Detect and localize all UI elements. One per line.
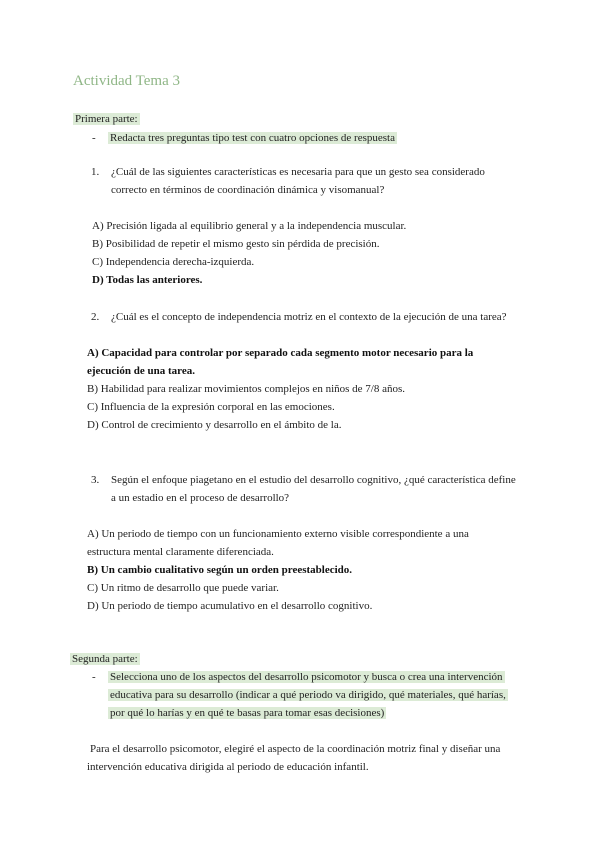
question-3-text-line: a un estadio en el proceso de desarrollo? xyxy=(111,492,290,504)
question-1-number: 1. xyxy=(91,166,100,178)
part2-instruction-line: por qué lo harías y en qué te basas para tomar esas decisiones) xyxy=(110,707,385,719)
part1-bullet: - xyxy=(92,132,96,144)
question-1-option: A) Precisión ligada al equilibrio general y a la independencia muscular. xyxy=(92,220,407,232)
question-3-option-correct: B) Un cambio cualitativo según un orden preestablecido. xyxy=(87,564,353,576)
question-1-option: C) Independencia derecha-izquierda. xyxy=(92,256,255,268)
question-1-option-correct: D) Todas las anteriores. xyxy=(92,274,203,286)
question-2-option: C) Influencia de la expresión corporal en las emociones. xyxy=(87,401,335,413)
question-1-option: B) Posibilidad de repetir el mismo gesto sin pérdida de precisión. xyxy=(92,238,380,250)
document-title: Actividad Tema 3 xyxy=(73,73,180,89)
question-2-option-correct: A) Capacidad para controlar por separado cada segmento motor necesario para la xyxy=(87,347,474,359)
question-2-text-line: ¿Cuál es el concepto de independencia motriz en el contexto de la ejecución de una tarea? xyxy=(111,311,507,323)
question-2-option-correct: ejecución de una tarea. xyxy=(87,365,195,377)
part1-heading: Primera parte: xyxy=(75,113,138,125)
question-1-text-line: correcto en términos de coordinación dinámica y visomanual? xyxy=(111,184,385,196)
question-3-option: D) Un periodo de tiempo acumulativo en el desarrollo cognitivo. xyxy=(87,600,373,612)
question-3-option: estructura mental claramente diferenciada. xyxy=(87,546,274,558)
question-2-option: D) Control de crecimiento y desarrollo en el ámbito de la. xyxy=(87,419,342,431)
part2-instruction-line: educativa para su desarrollo (indicar a qué periodo va dirigido, qué materiales, qué harías, xyxy=(110,689,506,701)
part2-bullet: - xyxy=(92,671,96,683)
question-3-option: A) Un periodo de tiempo con un funcionamiento externo visible correspondiente a una xyxy=(87,528,469,540)
part2-instruction-line: Selecciona uno de los aspectos del desarrollo psicomotor y busca o crea una intervención xyxy=(110,671,503,683)
part2-answer-line: Para el desarrollo psicomotor, elegiré el aspecto de la coordinación motriz final y diseñar una xyxy=(90,743,501,755)
part2-heading: Segunda parte: xyxy=(72,653,138,665)
question-1-text-line: ¿Cuál de las siguientes características es necesaria para que un gesto sea considerado xyxy=(111,166,485,178)
question-3-option: C) Un ritmo de desarrollo que puede variar. xyxy=(87,582,279,594)
part2-answer-line: intervención educativa dirigida al periodo de educación infantil. xyxy=(87,761,369,773)
question-2-option: B) Habilidad para realizar movimientos complejos en niños de 7/8 años. xyxy=(87,383,406,395)
question-3-number: 3. xyxy=(91,474,100,486)
part1-instruction: Redacta tres preguntas tipo test con cuatro opciones de respuesta xyxy=(110,132,395,144)
question-2-number: 2. xyxy=(91,311,100,323)
question-3-text-line: Según el enfoque piagetano en el estudio del desarrollo cognitivo, ¿qué característica define xyxy=(111,474,516,486)
